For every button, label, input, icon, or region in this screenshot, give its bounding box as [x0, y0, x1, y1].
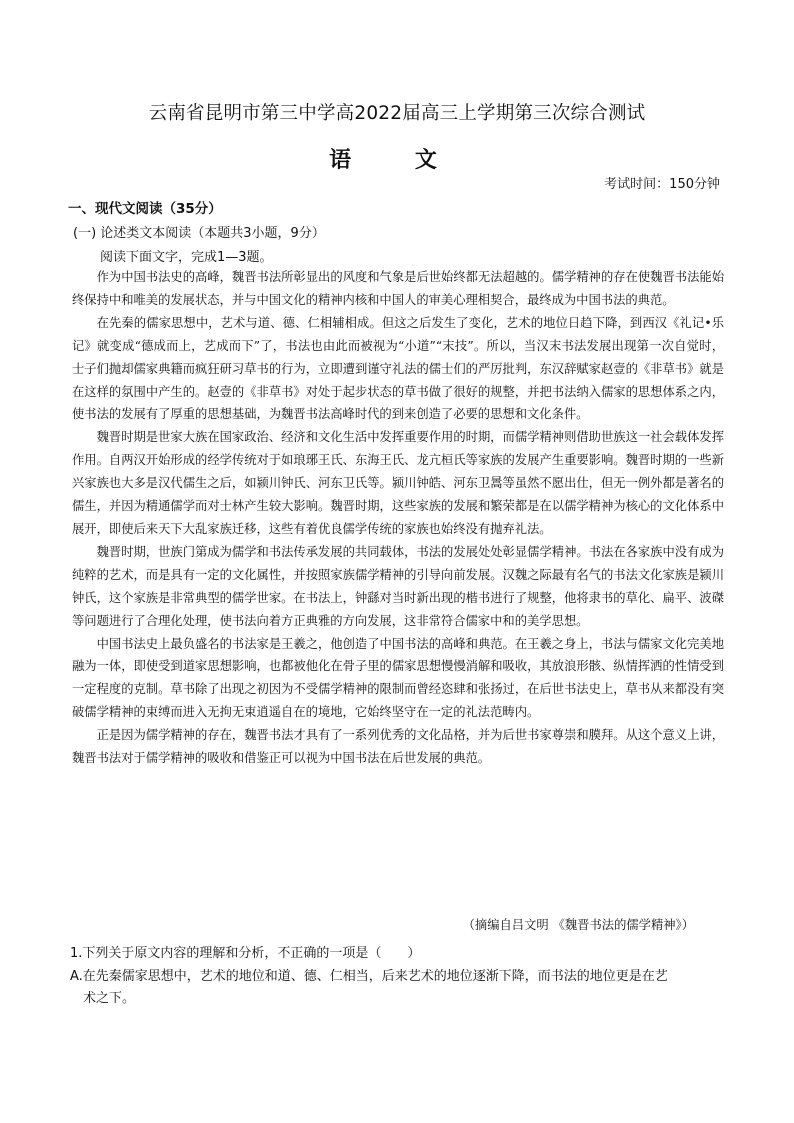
passage-paragraph: 魏晋时期是世家大族在国家政治、经济和文化生活中发挥重要作用的时期，而儒学精神则借助世族这一社会载体发挥作用。自两汉开始形成的经学传统对于如琅琊王氏、东海王氏、龙亢桓氏等家族的发展产生重要影响。魏晋时期的一些新兴家族也大多是汉代儒生之后，如颍川钟氏、河东卫氏等。颍川钟皓、河东卫暠等虽然不愿出仕，但无一例外都是著名的儒生，并因为精通儒学而对士林产生较大影响。魏晋时期，这些家族的发展和繁荣都是在以儒学精神为核心的文化体系中展开，即使后来天下大乱家族迁移，这些有着优良儒学传统的家族也始终没有抛弃礼法。 [72, 430, 724, 536]
option-a-line: A.在先秦儒家思想中，艺术的地位和道、德、仁相当，后来艺术的地位逐渐下降，而书法的地位更是在艺 [70, 969, 668, 984]
passage-paragraph: 正是因为儒学精神的存在，魏晋书法才具有了一系列优秀的文化品格，并为后世书家尊崇和膜拜。从这个意义上讲，魏晋书法对于儒学精神的吸收和借鉴正可以视为中国书法在后世发展的典范。 [72, 728, 724, 766]
reading-instruction: 阅读下面文字，完成1—3题。 [100, 250, 273, 265]
passage-source: （摘编自吕文明 《魏晋书法的儒学精神》） [462, 918, 694, 932]
passage-paragraph: 在先秦的儒家思想中，艺术与道、德、仁相辅相成。但这之后发生了变化，艺术的地位日趋下降，到西汉《礼记•乐记》就变成“德成而上，艺成而下”了，书法也由此而被视为“小道”“末技”。所以，当汉末书法发展出现第一次自觉时，士子们抛却儒家典籍而疯狂研习草书的行为，立即遭到谨守礼法的儒士们的严厉批判，东汉辞赋家赵壹的《非草书》就是在这样的氛围中产生的。赵壹的《非草书》对处于起步状态的草书做了很好的规整，并把书法纳入儒家的思想体系之内，使书法的发展有了厚重的思想基础，为魏晋书法高峰时代的到来创造了必要的思想和文化条件。 [72, 315, 724, 422]
option-a [70, 966, 726, 1010]
reading-passage [72, 266, 724, 770]
passage-paragraph: 中国书法史上最负盛名的书法家是王羲之，他创造了中国书法的高峰和典范。在王羲之身上，书法与儒家文化完美地融为一体，即使受到道家思想影响，也都被他化在骨子里的儒家思想慢慢消解和吸收，其放浪形骸、纵情挥洒的性情受到一定程度的克制。草书除了出现之初因为不受儒学精神的限制而曾经恣肆和张扬过，在后世书法史上，草书从来都没有突破儒学精神的束缚而进入无拘无束逍遥自在的境地，它始终坚守在一定的礼法范畴内。 [72, 636, 724, 720]
passage-paragraph: 魏晋时期，世族门第成为儒学和书法传承发展的共同载体，书法的发展处处彰显儒学精神。书法在各家族中没有成为纯粹的艺术，而是具有一定的文化属性，并按照家族儒学精神的引导向前发展。汉魏之际最有名气的书法文化家族是颍川钟氏，这个家族是非常典型的儒学世家。在书法上，钟繇对当时新出现的楷书进行了规整，他将隶书的草化、扁平、波磔等问题进行了合理化处理，使书法向着方正典雅的方向发展，这非常符合儒家中和的美学思想。 [72, 544, 724, 628]
exam-time: 考试时间：150分钟 [604, 177, 720, 192]
subject-title: 语 文 [329, 147, 465, 173]
question-stem: 1.下列关于原文内容的理解和分析，不正确的一项是（ ） [70, 946, 421, 961]
section-heading: 一、现代文阅读（35分） [68, 201, 222, 217]
subsection-heading: (一) 论述类文本阅读（本题共3小题，9分） [73, 226, 325, 241]
passage-paragraph: 作为中国书法史的高峰，魏晋书法所彰显出的风度和气象是后世始终都无法超越的。儒学精神的存在使魏晋书法能始终保持中和唯美的发展状态，并与中国文化的精神内核和中国人的审美心理相契合，最终成为中国书法的典范。 [72, 270, 724, 307]
exam-title: 云南省昆明市第三中学高2022届高三上学期第三次综合测试 [148, 103, 646, 124]
option-a-line: 术之下。 [83, 991, 136, 1006]
